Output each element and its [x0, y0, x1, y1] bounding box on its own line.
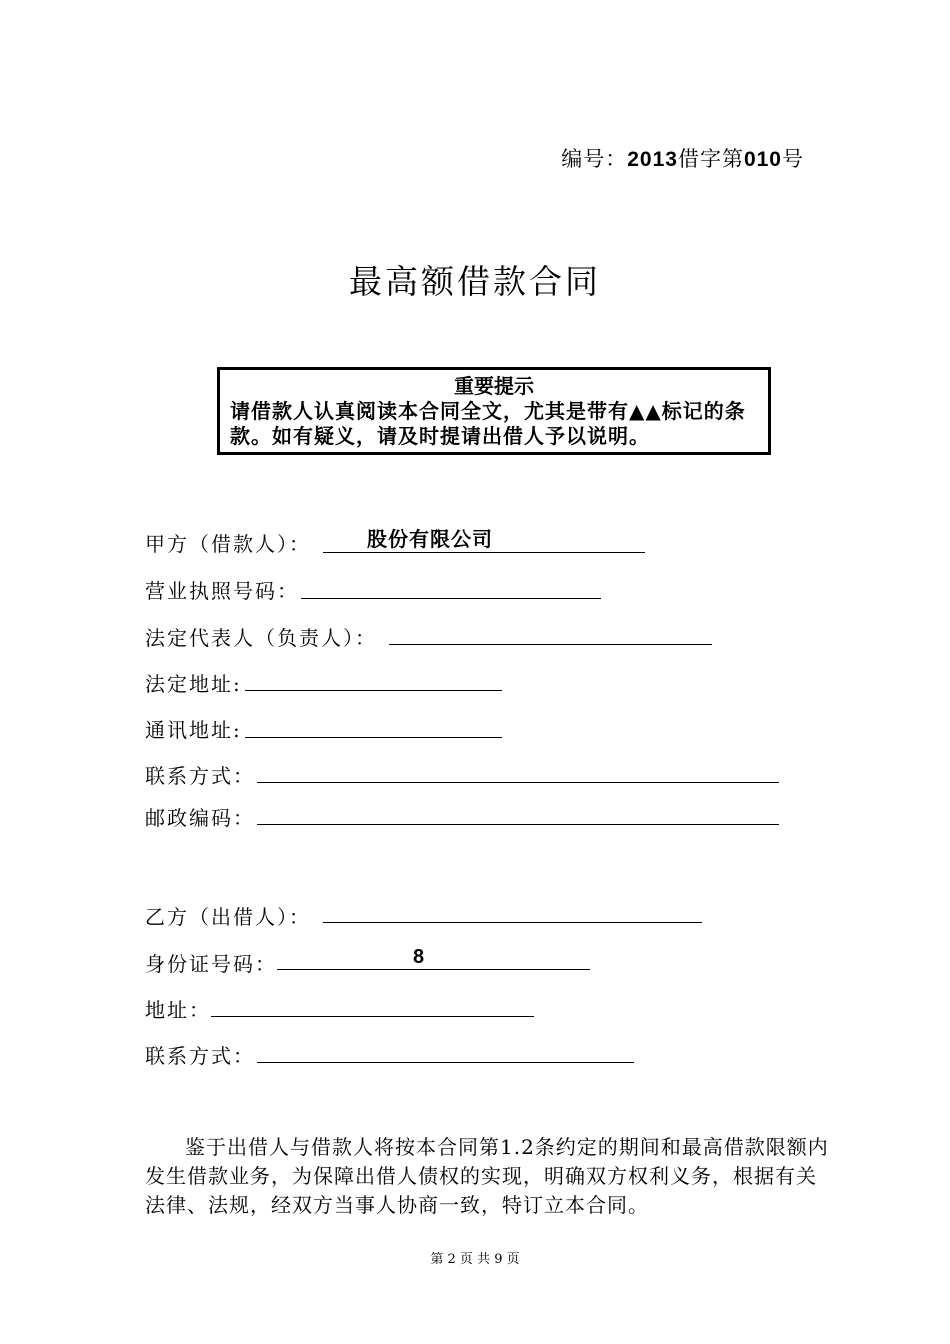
id-number-value: 8 [413, 946, 426, 968]
id-number-field[interactable] [277, 945, 590, 970]
legal-address-label: 法定地址: [145, 672, 242, 696]
notice-body: 请借款人认真阅读本合同全文，尤其是带有▲▲标记的条款。如有疑义，请及时提请出借人予以说明。 [230, 399, 746, 448]
contract-number-suffix: 号 [782, 147, 804, 171]
license-number-field[interactable] [301, 574, 601, 599]
borrower-field[interactable] [323, 528, 645, 553]
lender-label: 乙方（出借人）： [145, 905, 311, 929]
contract-number-middle: 借字第 [677, 147, 744, 171]
postal-code-label: 邮政编码： [145, 806, 255, 830]
contract-number-seq: 010 [743, 148, 782, 171]
preamble-paragraph [145, 1133, 835, 1220]
party-a-contact-field[interactable] [257, 758, 779, 783]
lender-field[interactable] [323, 898, 702, 923]
id-number-label: 身份证号码： [145, 952, 277, 976]
party-a-contact-label: 联系方式： [145, 764, 255, 788]
document-title: 最高额借款合同 [349, 262, 601, 301]
important-notice-box [217, 367, 771, 455]
postal-code-field[interactable] [257, 800, 779, 825]
borrower-label: 甲方（借款人）： [145, 532, 311, 556]
party-b-address-field[interactable] [211, 992, 534, 1017]
license-number-label: 营业执照号码： [145, 579, 299, 603]
party-b-contact-field[interactable] [257, 1038, 634, 1063]
contract-number [561, 143, 804, 173]
party-b-address-label: 地址： [145, 998, 211, 1022]
legal-representative-field[interactable] [389, 620, 712, 645]
borrower-value: 股份有限公司 [367, 529, 493, 551]
preamble-text: 鉴于出借人与借款人将按本合同第1.2条约定的期间和最高借款限额内发生借款业务，为保障出借人债权的实现，明确双方权利义务，根据有关法律、法规，经双方当事人协商一致，特订立本合同。 [145, 1135, 829, 1217]
page-footer: 第 2 页 共 9 页 [430, 1252, 520, 1267]
party-b-contact-label: 联系方式： [145, 1044, 255, 1068]
contract-number-prefix: 编号： [561, 147, 628, 171]
contract-number-year: 2013 [627, 148, 678, 171]
mailing-address-label: 通讯地址: [145, 718, 242, 742]
notice-title: 重要提示 [454, 374, 534, 398]
mailing-address-field[interactable] [245, 713, 502, 738]
legal-address-field[interactable] [245, 666, 502, 691]
legal-representative-label: 法定代表人（负责人）： [145, 626, 377, 650]
